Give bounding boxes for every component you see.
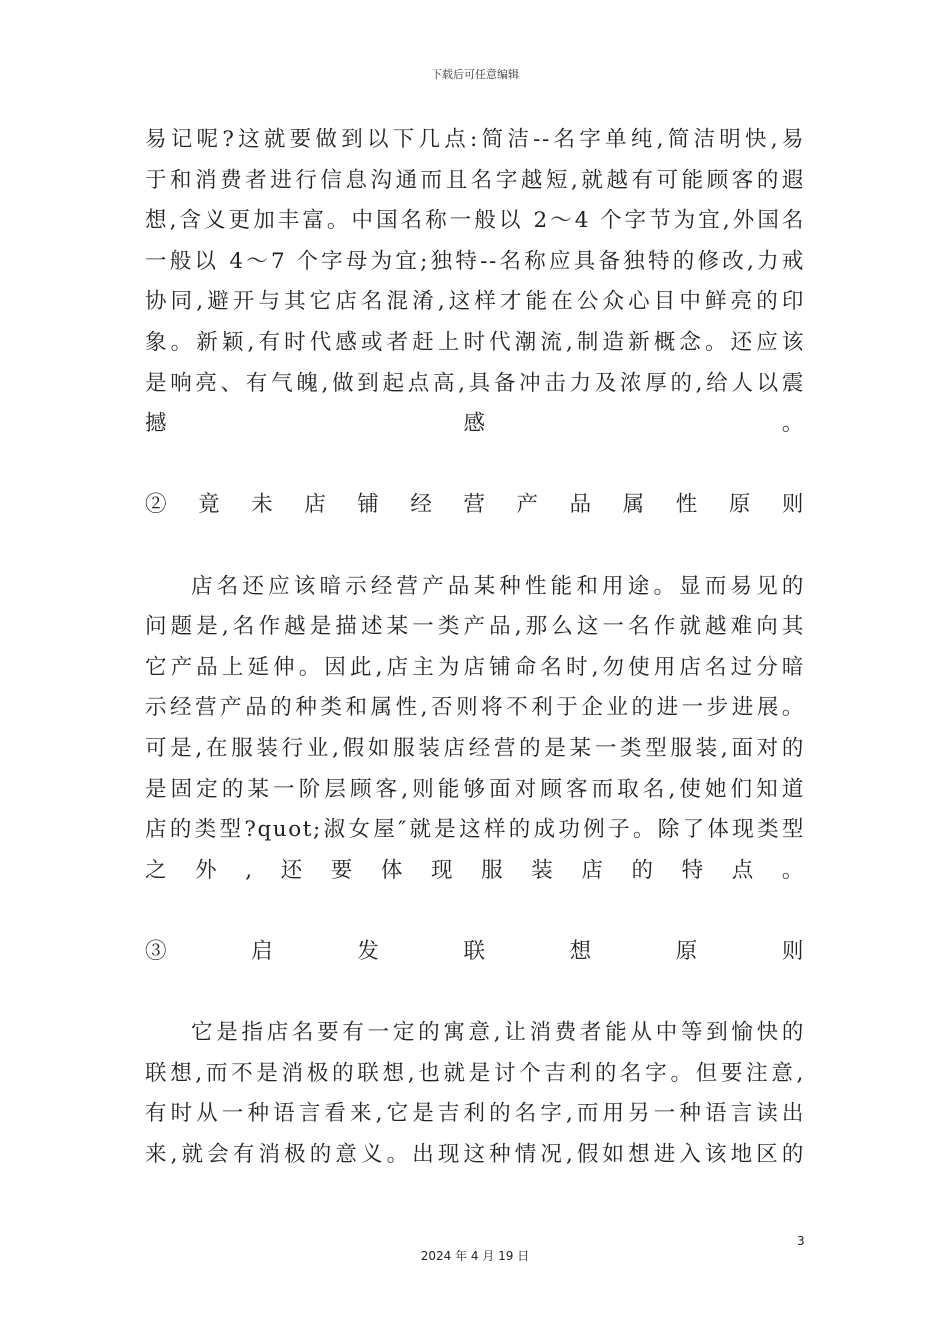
text-line: 一般以 4～7 个字母为宜;独特--名称应具备独特的修改,力戒: [145, 248, 805, 274]
text-line: 易记呢?这就要做到以下几点:简洁--名字单纯,简洁明快,易: [145, 127, 805, 152]
text-line: 象。新颖,有时代感或者赶上时代潮流,制造新概念。还应该: [145, 329, 805, 355]
text-line: 问题是,名作越是描述某一类产品,那么这一名作就越难向其: [145, 614, 805, 640]
text-line: 它产品上延伸。因此,店主为店铺命名时,勿使用店名过分暗: [145, 654, 805, 680]
text-line: 联想,而不是消极的联想,也就是讨个吉利的名字。但要注意,: [145, 1060, 805, 1086]
blank-line: [145, 891, 805, 932]
text-line: 是固定的某一阶层顾客,则能够面对顾客而取名,使她们知道: [145, 776, 805, 802]
text-line: 想,含义更加丰富。中国名称一般以 2～4 个字节为宜,外国名: [145, 208, 805, 234]
text-line: 有时从一种语言看来,它是吉利的名字,而用另一种语言读出: [145, 1101, 805, 1127]
text-line-spaced: 之外,还要体现服装店的特点。: [145, 857, 805, 883]
paragraph-first-line: 店名还应该暗示经营产品某种性能和用途。显而易见的: [191, 573, 805, 599]
text-line: 协同,避开与其它店名混淆,这样才能在公众心目中鲜亮的印: [145, 289, 805, 315]
paragraph-first-line: 它是指店名要有一定的寓意,让消费者能从中等到愉快的: [191, 1020, 805, 1046]
section-heading: ③启发联想原则: [145, 938, 805, 964]
page-number: 3: [797, 1234, 805, 1248]
text-line: 于和消费者进行信息沟通而且名字越短,就越有可能顾客的遐: [145, 167, 805, 193]
text-line: 是响亮、有气魄,做到起点高,具备冲击力及浓厚的,给人以震: [145, 370, 805, 396]
text-line: 示经营产品的种类和属性,否则将不利于企业的进一步进展。: [145, 695, 805, 721]
blank-line: [145, 972, 805, 1013]
text-line: 来,就会有消极的意义。出现这种情况,假如想进入该地区的: [145, 1141, 805, 1167]
page-footer-date: 2024 年 4 月 19 日: [420, 1249, 530, 1263]
text-line-spaced: 撼感。: [145, 411, 805, 437]
page-header: 下载后可任意编辑: [431, 68, 519, 81]
text-line: 可是,在服装行业,假如服装店经营的是某一类型服装,面对的: [145, 735, 805, 761]
text-line: 店的类型?quot;淑女屋″就是这样的成功例子。除了体现类型: [145, 817, 805, 843]
blank-line: [145, 526, 805, 567]
section-heading: ②竟未店铺经营产品属性原则: [145, 492, 805, 518]
blank-line: [145, 445, 805, 486]
document-body: [145, 120, 805, 1175]
